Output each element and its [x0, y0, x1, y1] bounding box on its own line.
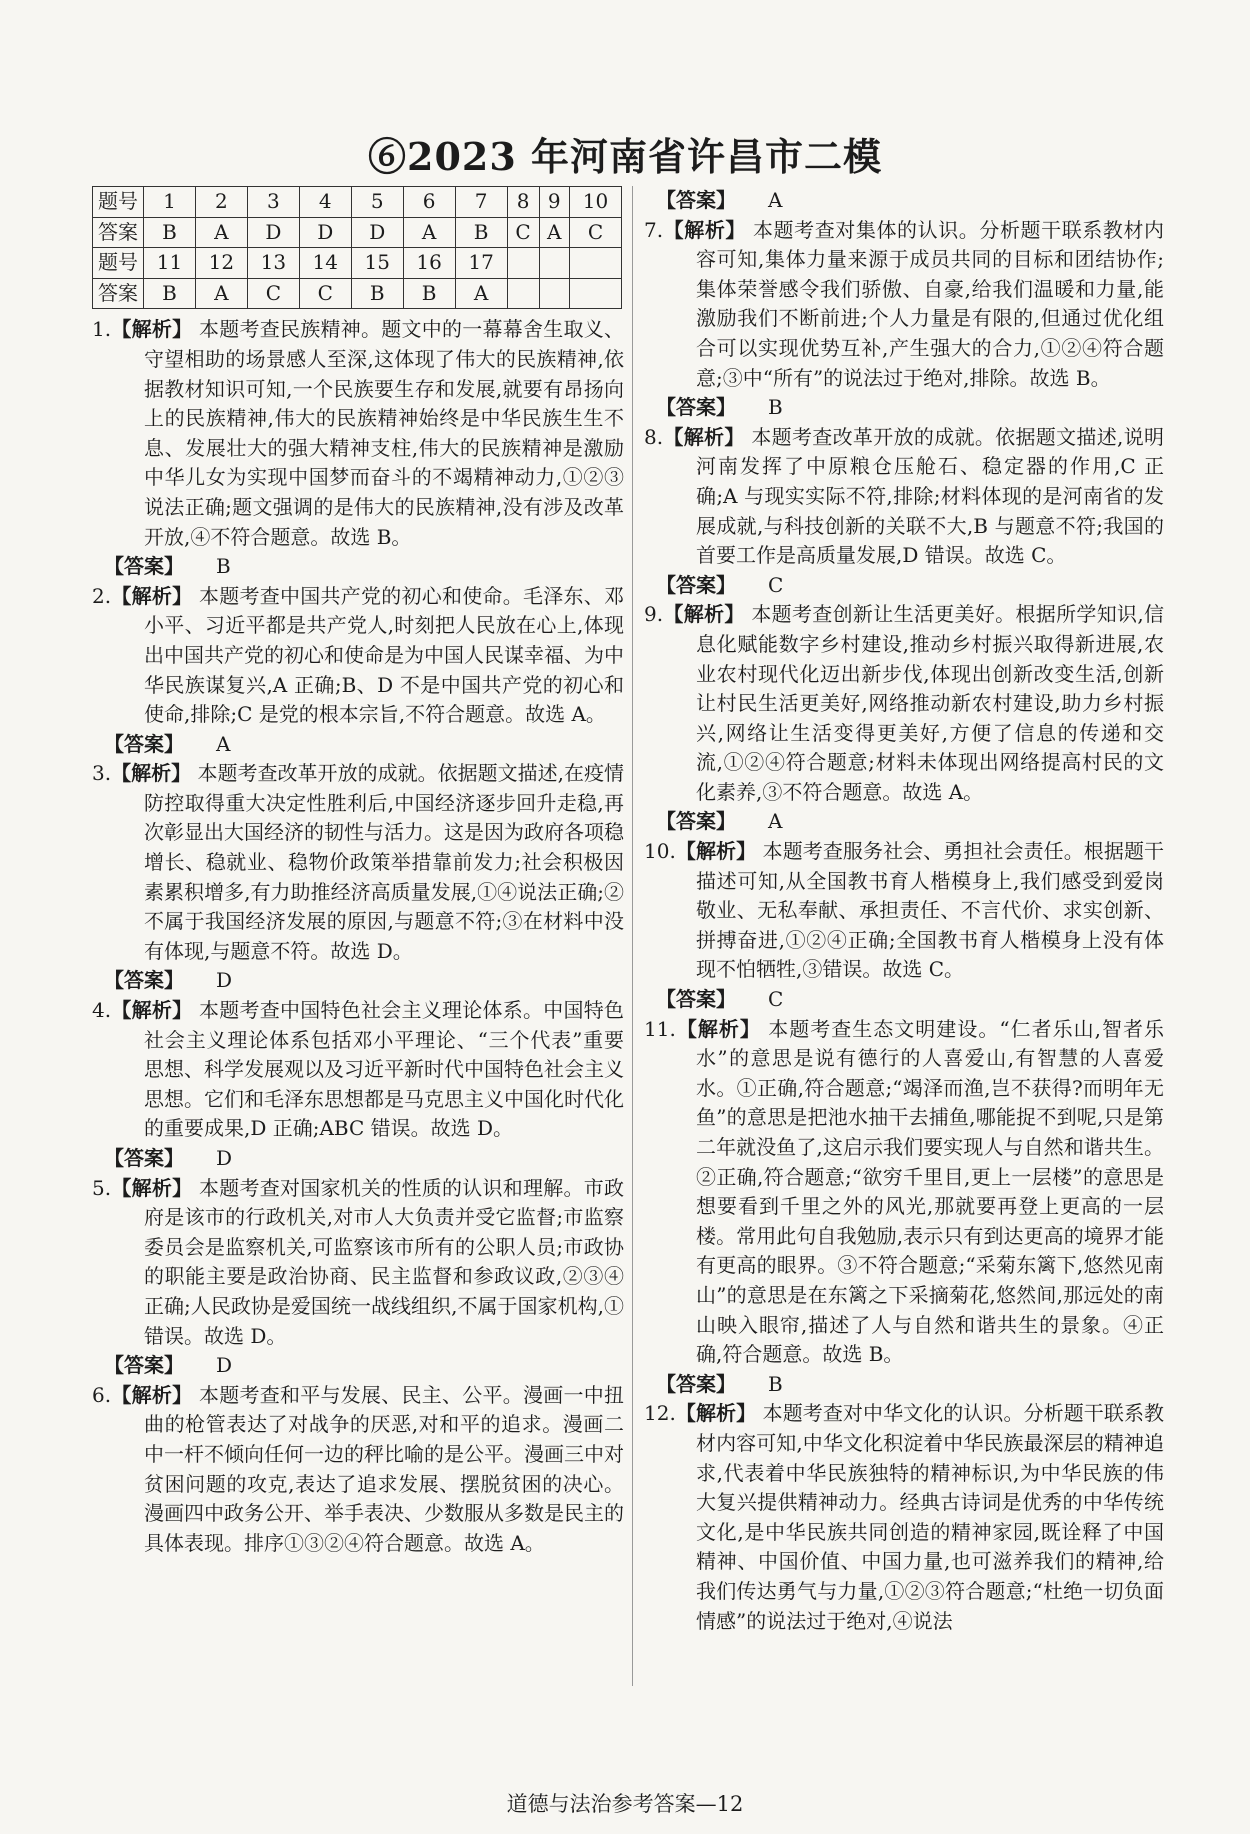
table-cell: B [144, 278, 196, 309]
right-column [644, 186, 1164, 1636]
table-cell: B [351, 278, 403, 309]
analysis-text: 本题考查对国家机关的性质的认识和理解。市政府是该市的行政机关,对市人大负责并受它监督;市监察委员会是监察机关,可监察该市所有的公职人员;市政协的职能主要是政治协商、民主监督和参政议政,②③④正确;人民政协是爱国统一战线组织,不属于国家机构,①错误。故选 D。 [144, 1175, 625, 1348]
table-cell: C [299, 278, 351, 309]
left-items [92, 315, 624, 1558]
answer-label: 【答案】 [104, 554, 184, 579]
table-cell: B [403, 278, 455, 309]
question-analysis [92, 582, 624, 730]
question-analysis [644, 216, 1164, 394]
analysis-label: 【解析】 [675, 1016, 761, 1041]
table-cell: 7 [455, 187, 507, 218]
table-cell [507, 278, 539, 309]
question-number: 2. [92, 583, 112, 608]
table-cell: A [195, 217, 247, 248]
answer-label: 【答案】 [656, 572, 736, 597]
answer-value: D [216, 1146, 233, 1170]
answer-value: D [216, 968, 233, 993]
page-footer: 道德与法治参考答案—12 [506, 1792, 744, 1816]
answer-value: C [768, 987, 784, 1012]
answer-line [104, 730, 624, 760]
answer-value: A [768, 809, 783, 834]
answer-label: 【答案】 [656, 809, 736, 834]
question-number: 3. [92, 761, 112, 786]
analysis-label: 【解析】 [675, 839, 757, 864]
analysis-text: 本题考查改革开放的成就。依据题文描述,说明河南发挥了中原粮仓压舱石、稳定器的作用,C 正确;A 与现实实际不符,排除;材料体现的是河南省的发展成就,与科技创新的关联不大,B 与题意不符;我国的首要工作是高质量发展,D 错误。故选 C。 [696, 424, 1165, 568]
question-analysis [92, 1381, 624, 1559]
question-number: 1. [92, 317, 112, 342]
question-analysis [92, 759, 624, 966]
table-cell [539, 278, 569, 309]
analysis-label: 【解析】 [111, 1175, 193, 1200]
answer-line [656, 571, 1164, 601]
table-cell: B [144, 217, 196, 248]
table-row [93, 187, 622, 218]
table-cell: A [195, 278, 247, 309]
table-cell: C [569, 217, 621, 248]
answer-value: C [768, 572, 784, 597]
answer-label: 【答案】 [656, 395, 736, 420]
table-cell: D [351, 217, 403, 248]
answer-line [656, 1370, 1164, 1400]
table-row-header: 答案 [93, 278, 144, 309]
question-analysis [92, 996, 624, 1144]
table-cell: 13 [247, 248, 299, 279]
analysis-label: 【解析】 [663, 217, 747, 242]
question-number: 6. [92, 1382, 112, 1407]
question-analysis [92, 315, 624, 552]
page-title: ⑥2023 年河南省许昌市二模 [368, 134, 882, 179]
column-divider [632, 186, 633, 1686]
question-analysis [644, 837, 1164, 985]
answer-value: B [216, 554, 231, 579]
table-cell [569, 248, 621, 279]
table-cell: 8 [507, 187, 539, 218]
table-cell: 9 [539, 187, 569, 218]
table-row-header: 题号 [93, 248, 144, 279]
table-cell: 11 [144, 248, 196, 279]
analysis-label: 【解析】 [675, 1401, 757, 1426]
analysis-label: 【解析】 [663, 424, 745, 449]
answer-label: 【答案】 [104, 1146, 184, 1170]
analysis-label: 【解析】 [111, 1382, 193, 1407]
answer-label: 【答案】 [104, 731, 184, 756]
answer-label: 【答案】 [656, 188, 736, 212]
table-cell: 3 [247, 187, 299, 218]
analysis-text: 本题考查和平与发展、民主、公平。漫画一中扭曲的枪管表达了对战争的厌恶,对和平的追求。漫画二中一杆不倾向任何一边的秤比喻的是公平。漫画三中对贫困问题的攻克,表达了追求发展、摆脱贫困的决心。漫画四中政务公开、举手表决、少数服从多数是民主的具体表现。排序①③②④符合题意。故选 A。 [144, 1382, 625, 1555]
table-cell: A [539, 217, 569, 248]
table-row-header: 答案 [93, 217, 144, 248]
table-row [93, 217, 622, 248]
answer-label: 【答案】 [104, 1353, 184, 1378]
answer-value: A [768, 188, 783, 212]
question-analysis [644, 423, 1164, 571]
table-cell: 2 [195, 187, 247, 218]
right-items [644, 216, 1164, 1637]
analysis-text: 本题考查服务社会、勇担社会责任。根据题干描述可知,从全国教书育人楷模身上,我们感受到爱岗敬业、无私奉献、承担责任、不言代价、求实创新、拼搏奋进,①②④正确;全国教书育人楷模身上没有体现不怕牺牲,③错误。故选 C。 [696, 839, 1165, 982]
analysis-label: 【解析】 [111, 998, 193, 1023]
table-cell: D [247, 217, 299, 248]
answer-value: D [216, 1353, 233, 1378]
answer-line [656, 393, 1164, 423]
analysis-label: 【解析】 [111, 317, 193, 342]
analysis-label: 【解析】 [111, 583, 193, 608]
analysis-text: 本题考查创新让生活更美好。根据所学知识,信息化赋能数字乡村建设,推动乡村振兴取得新进展,农业农村现代化迈出新步伐,体现出创新改变生活,创新让村民生活更美好,网络推动新农村建设,助力乡村振兴,网络让生活变得更美好,方便了信息的传递和交流,①②④符合题意;材料未体现出网络提高村民的文化素养,③不符合题意。故选 A。 [696, 602, 1165, 804]
question-number: 9. [644, 602, 664, 627]
table-cell: A [403, 217, 455, 248]
table-cell: D [299, 217, 351, 248]
table-cell [539, 248, 569, 279]
table-cell: 5 [351, 187, 403, 218]
question-analysis [644, 1015, 1164, 1370]
table-cell: 10 [569, 187, 621, 218]
answer-label: 【答案】 [656, 1371, 736, 1396]
analysis-text: 本题考查中国共产党的初心和使命。毛泽东、邓小平、习近平都是共产党人,时刻把人民放在心上,体现出中国共产党的初心和使命是为中国人民谋幸福、为中华民族谋复兴,A 正确;B、D 不是中国共产党的初心和使命,排除;C 是党的根本宗旨,不符合题意。故选 A。 [144, 583, 625, 727]
answer-value: B [768, 1371, 783, 1396]
answer-line [104, 552, 624, 582]
question-analysis [644, 1399, 1164, 1636]
answer-line [656, 985, 1164, 1015]
answer-line [104, 1351, 624, 1381]
table-cell: B [455, 217, 507, 248]
table-cell: C [507, 217, 539, 248]
question-number: 7. [644, 217, 664, 242]
analysis-label: 【解析】 [111, 761, 192, 786]
table-cell: 1 [144, 187, 196, 218]
question-number: 4. [92, 998, 112, 1023]
table-cell: C [247, 278, 299, 309]
table-cell: 6 [403, 187, 455, 218]
answer-label: 【答案】 [656, 987, 736, 1012]
answer-value: B [768, 395, 783, 420]
table-row-header: 题号 [93, 187, 144, 218]
answer-line [104, 1144, 624, 1174]
table-cell: 17 [455, 248, 507, 279]
question-number: 8. [644, 424, 664, 449]
answer-key-table [92, 186, 622, 309]
table-cell: 4 [299, 187, 351, 218]
question-number: 5. [92, 1175, 112, 1200]
question-number: 12. [644, 1401, 676, 1426]
table-cell: 12 [195, 248, 247, 279]
table-row [93, 278, 622, 309]
answer-line [104, 966, 624, 996]
answer-value: A [216, 731, 231, 756]
table-cell: 15 [351, 248, 403, 279]
analysis-text: 本题考查民族精神。题文中的一幕幕舍生取义、守望相助的场景感人至深,这体现了伟大的民族精神,依据教材知识可知,一个民族要生存和发展,就要有昂扬向上的民族精神,伟大的民族精神始终是中华民族生生不息、发展壮大的强大精神支柱,伟大的民族精神是激励中华儿女为实现中国梦而奋斗的不竭精神动力,①②③说法正确;题文强调的是伟大的民族精神,没有涉及改革开放,④不符合题意。故选 B。 [144, 317, 625, 549]
table-cell [507, 248, 539, 279]
question-analysis [92, 1174, 624, 1352]
table-cell: 16 [403, 248, 455, 279]
table-cell: A [455, 278, 507, 309]
table-row [93, 248, 622, 279]
answer-line [656, 807, 1164, 837]
question-number: 10. [644, 839, 676, 864]
analysis-text: 本题考查对集体的认识。分析题干联系教材内容可知,集体力量来源于成员共同的目标和团结协作;集体荣誉感令我们骄傲、自豪,给我们温暖和力量,能激励我们不断前进;个人力量是有限的,但通过优化组合可以实现优势互补,产生强大的合力,①②④符合题意;③中“所有”的说法过于绝对,排除。故选 B。 [696, 217, 1165, 390]
question-analysis [644, 600, 1164, 807]
analysis-text: 本题考查对中华文化的认识。分析题干联系教材内容可知,中华文化积淀着中华民族最深层的精神追求,代表着中华民族独特的精神标识,为中华民族的伟大复兴提供精神动力。经典古诗词是优秀的中华传统文化,是中华民族共同创造的精神家园,既诠释了中国精神、中国价值、中国力量,也可滋养我们的精神,给我们传达勇气与力量,①②③符合题意;“杜绝一切负面情感”的说法过于绝对,④说法 [696, 1401, 1165, 1633]
table-cell [569, 278, 621, 309]
left-column [92, 186, 624, 1558]
table-cell: 14 [299, 248, 351, 279]
question-number: 11. [644, 1016, 676, 1041]
answer-line [656, 186, 1164, 216]
analysis-text: 本题考查生态文明建设。“仁者乐山,智者乐水”的意思是说有德行的人喜爱山,有智慧的人喜爱水。①正确,符合题意;“竭泽而渔,岂不获得?而明年无鱼”的意思是把池水抽干去捕鱼,哪能捉不到呢,只是第二年就没鱼了,这启示我们要实现人与自然和谐共生。②正确,符合题意;“欲穷千里目,更上一层楼”的意思是想要看到千里之外的风光,那就要再登上更高的一层楼。常用此句自我勉励,表示只有到达更高的境界才能有更高的眼界。③不符合题意;“采菊东篱下,悠然见南山”的意思是在东篱之下采摘菊花,悠然间,那远处的南山映入眼帘,描述了人与自然和谐共生的景象。④正确,符合题意。故选 B。 [696, 1016, 1164, 1367]
answer-label: 【答案】 [104, 968, 184, 993]
analysis-text: 本题考查中国特色社会主义理论体系。中国特色社会主义理论体系包括邓小平理论、“三个代表”重要思想、科学发展观以及习近平新时代中国特色社会主义思想。它们和毛泽东思想都是马克思主义中国化时代化的重要成果,D 正确;ABC 错误。故选 D。 [144, 998, 625, 1141]
analysis-text: 本题考查改革开放的成就。依据题文描述,在疫情防控取得重大决定性胜利后,中国经济逐步回升走稳,再次彰显出大国经济的韧性与活力。这是因为政府各项稳增长、稳就业、稳物价政策举措靠前发力;社会积极因素累积增多,有力助推经济高质量发展,①④说法正确;②不属于我国经济发展的原因,与题意不符;③在材料中没有体现,与题意不符。故选 D。 [144, 761, 625, 963]
analysis-label: 【解析】 [663, 602, 745, 627]
